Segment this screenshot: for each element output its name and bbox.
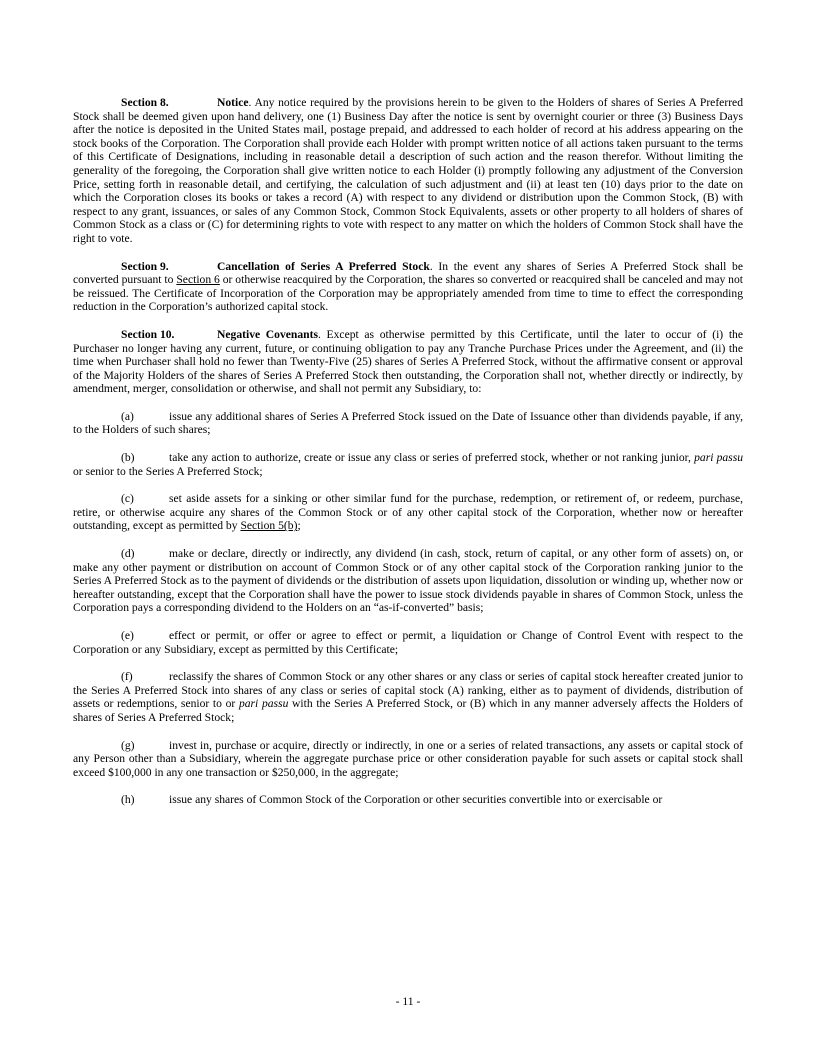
item-f-text-2: with the Series A Preferred Stock, or (B) which in any manner adversely affects the Holders of shares of Series A Preferred Stock;: [73, 697, 743, 724]
item-h: [73, 793, 743, 807]
section-8-number: Section 8.: [121, 96, 169, 109]
item-f-label: (f): [121, 670, 133, 684]
item-f-text-1: reclassify the shares of Common Stock or any other shares or any class or series of capital stock hereafter created junior to the Series A Preferred Stock into shares of any class or series of capital stock (A) ranking, either as to payment of dividends, distribution of assets or redemptions, senior to or: [73, 670, 743, 711]
section-5b-reference: Section 5(b): [240, 519, 298, 533]
item-g-label: (g): [121, 738, 135, 752]
document-body: [73, 96, 743, 821]
item-d-label: (d): [121, 547, 135, 561]
item-h-label: (h): [121, 793, 135, 807]
item-h-text: issue any shares of Common Stock of the Corporation or other securities convertible into or exercisable or: [169, 793, 663, 807]
item-g-text: invest in, purchase or acquire, directly or indirectly, in one or a series of related transactions, any assets or capital stock of any Person other than a Subsidiary, wherein the aggregate purchase price or other consideration payable for such assets or capital stock shall exceed $100,000 in any one transaction or $250,000, in the aggregate;: [73, 738, 743, 779]
item-d: [73, 547, 743, 615]
item-b: [73, 451, 743, 478]
section-9: [73, 260, 743, 314]
item-b-label: (b): [121, 451, 135, 465]
section-9-title: Cancellation of Series A Preferred Stock: [217, 259, 430, 273]
section-10-text: . Except as otherwise permitted by this Certificate, until the later to occur of (i) the Purchaser no longer having any current, future, or continuing obligation to pay any Tranche Purchase Prices under the Agreement, and (ii) the time when Purchaser shall hold no fewer than Twenty-Five (25) shares of Series A Preferred Stock, without the affirmative consent or approval of the Majority Holders of the shares of Series A Preferred Stock then outstanding, the Corporation shall not, whether directly or indirectly, by amendment, merger, consolidation or otherwise, and shall not permit any Subsidiary, to:: [73, 327, 743, 396]
page-number: - 11 -: [395, 995, 421, 1008]
item-a-text: issue any additional shares of Series A Preferred Stock issued on the Date of Issuance other than dividends payable, if any, to the Holders of such shares;: [73, 409, 743, 437]
section-10: [73, 328, 743, 396]
item-c-text-2: ;: [297, 519, 301, 533]
item-e: [73, 629, 743, 656]
item-b-text-2: or senior to the Series A Preferred Stock;: [73, 464, 263, 478]
section-8: [73, 96, 743, 246]
item-b-text-1: take any action to authorize, create or issue any class or series of preferred stock, whether or not ranking junior,: [169, 451, 695, 465]
section-9-number: Section 9.: [121, 259, 169, 273]
item-e-label: (e): [121, 629, 134, 642]
item-c: [73, 492, 743, 533]
section-9-text-1: . In the event any shares of Series A Preferred Stock shall be converted pursuant to: [73, 259, 743, 287]
item-b-emphasis: pari passu: [694, 451, 743, 465]
section-6-reference: Section 6: [176, 273, 220, 287]
item-c-label: (c): [121, 492, 134, 506]
section-8-text: . Any notice required by the provisions herein to be given to the Holders of shares of Series A Preferred Stock shall be deemed given upon hand delivery, one (1) Business Day after the notice is sent by overnight courier or three (3) Business Days after the notice is deposited in the United States mail, postage prepaid, and addressed to each holder of record at his address appearing on the stock books of the Corporation. The Corporation shall provide each Holder with prompt written notice of all actions taken pursuant to the terms of this Certificate of Designations, including in reasonable detail a description of such action and the reason therefor. Without limiting the generality of the foregoing, the Corporation shall give written notice to each Holder (i) promptly following any adjustment of the Conversion Price, setting forth in reasonable detail, and certifying, the calculation of such adjustment and (ii) at least ten (10) days prior to the date on which the Corporation closes its books or takes a record (A) with respect to any dividend or distribution upon the Common Stock, (B) with respect to any grant, issuances, or sales of any Common Stock, Common Stock Equivalents, assets or other property to all holders of shares of Common Stock as a class or (C) for determining rights to vote with respect to any matter on which the holders of Common Stock shall have the right to vote.: [73, 96, 743, 245]
item-c-text-1: set aside assets for a sinking or other similar fund for the purchase, redemption, or retirement of, or redeem, purchase, retire, or otherwise acquire any shares of the Common Stock or of any other capital stock of the Corporation, whether now or hereafter outstanding, except as permitted by: [73, 492, 743, 533]
item-a: [73, 410, 743, 437]
item-a-label: (a): [121, 409, 134, 423]
item-g: [73, 739, 743, 780]
section-10-title: Negative Covenants: [217, 327, 318, 341]
item-d-text: make or declare, directly or indirectly, any dividend (in cash, stock, return of capital, or any other form of assets) on, or make any other payment or distribution on account of Common Stock or of any other capital stock of the Corporation ranking junior to the Series A Preferred Stock as to the payment of dividends or the distribution of assets upon liquidation, dissolution or winding up, whether now or hereafter outstanding, except that the Corporation shall have the power to issue stock dividends payable in shares of Common Stock, unless the Corporation pays a corresponding dividend to the Holders on an “as-if-converted” basis;: [73, 547, 743, 615]
section-10-number: Section 10.: [121, 327, 175, 341]
section-8-title: Notice: [217, 96, 249, 109]
item-e-text: effect or permit, or offer or agree to effect or permit, a liquidation or Change of Control Event with respect to the Corporation or any Subsidiary, except as permitted by this Certificate;: [73, 629, 743, 656]
item-f: [73, 670, 743, 724]
item-f-emphasis: pari passu: [238, 697, 289, 711]
section-9-text-2: or otherwise reacquired by the Corporation, the shares so converted or reacquired shall be canceled and may not be reissued. The Certificate of Incorporation of the Corporation may be appropriately amended from time to time to effect the corresponding reduction in the Corporation’s authorized capital stock.: [73, 273, 743, 314]
